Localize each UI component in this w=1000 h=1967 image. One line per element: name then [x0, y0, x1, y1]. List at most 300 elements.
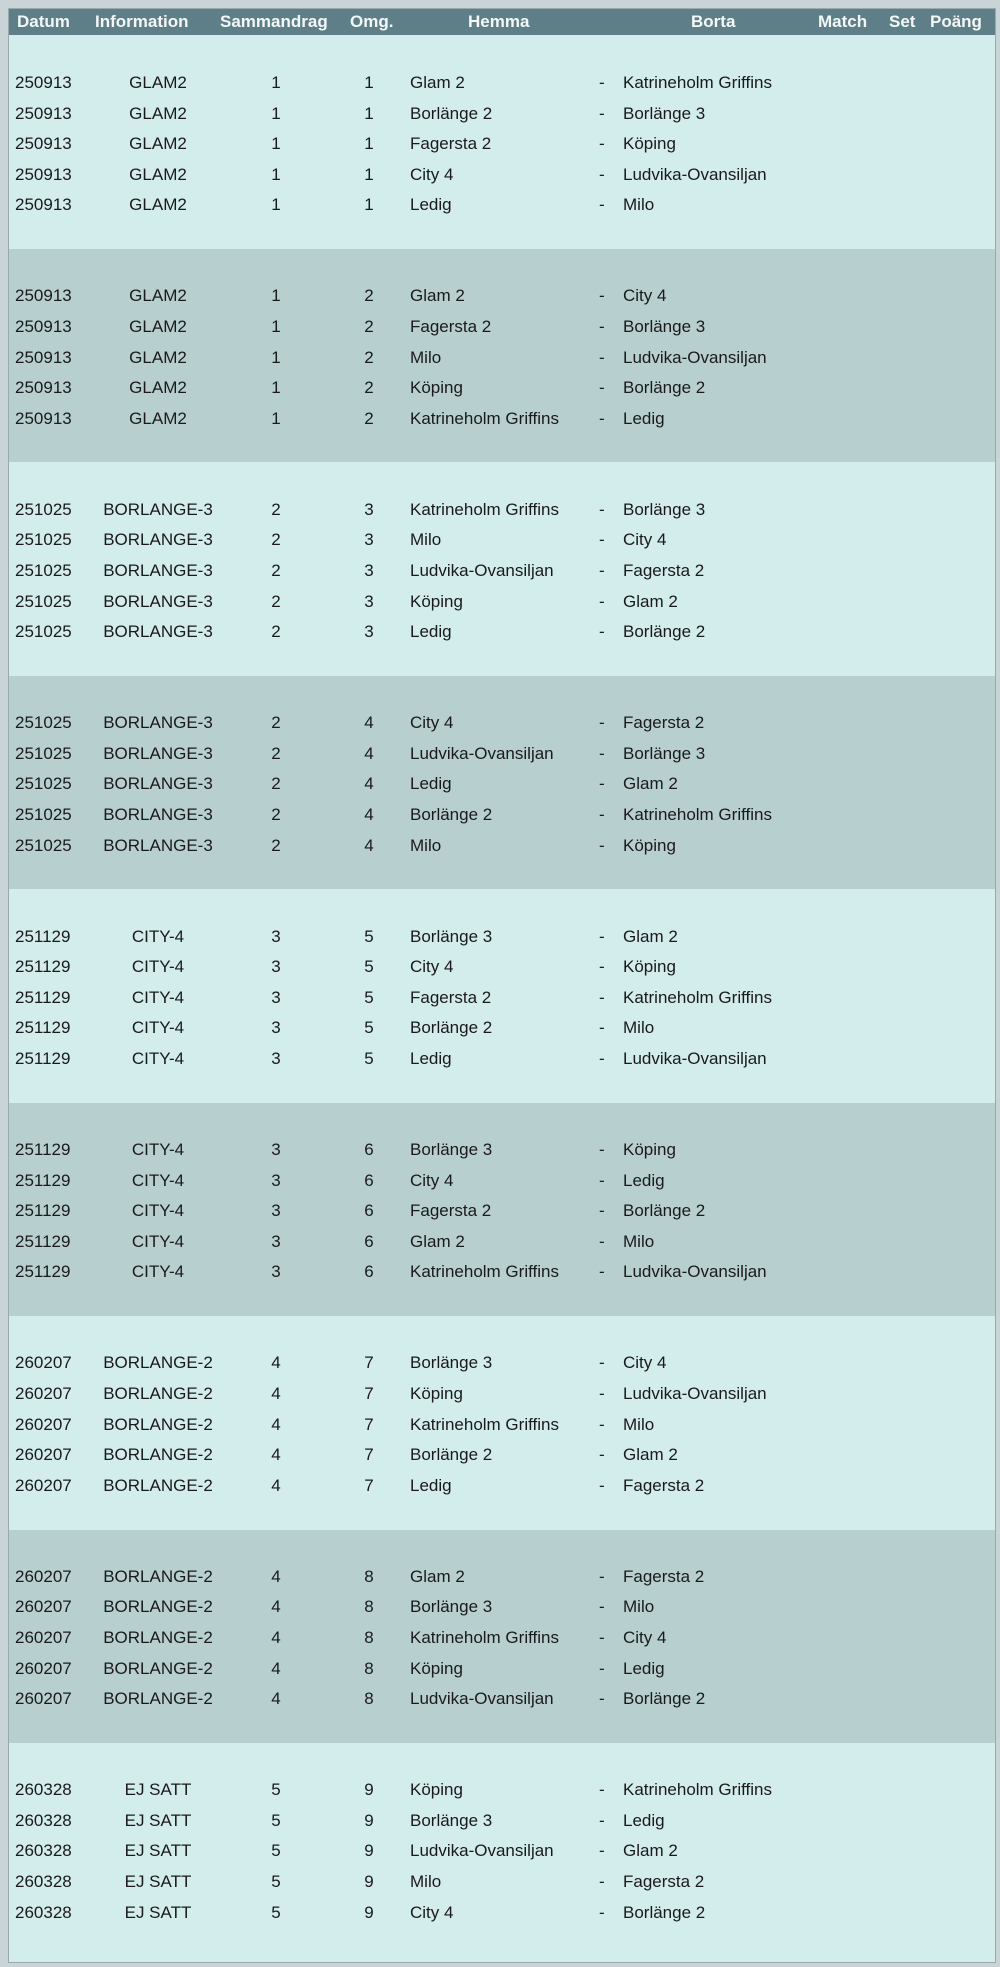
cell-datum: 260328	[15, 1810, 72, 1830]
cell-home-team: City 4	[410, 1170, 454, 1190]
table-row[interactable]	[9, 1837, 995, 1867]
cell-separator: -	[599, 1201, 605, 1221]
cell-away-team: Glam 2	[623, 591, 678, 611]
cell-separator: -	[599, 1658, 605, 1678]
cell-omg: 5	[364, 1018, 374, 1038]
cell-omg: 6	[364, 1262, 374, 1282]
cell-away-team: Köping	[623, 134, 676, 154]
cell-datum: 260328	[15, 1780, 72, 1800]
cell-away-team: Köping	[623, 957, 676, 977]
cell-sammandrag: 5	[271, 1841, 281, 1861]
cell-away-team: Fagersta 2	[623, 1871, 705, 1891]
cell-home-team: Borlänge 2	[410, 1018, 493, 1038]
cell-separator: -	[599, 1018, 605, 1038]
cell-away-team: Ludvika-Ovansiljan	[623, 164, 767, 184]
col-header-sammandrag[interactable]: Sammandrag	[220, 12, 328, 31]
table-row[interactable]	[9, 282, 995, 312]
col-header-datum[interactable]: Datum	[17, 12, 70, 31]
cell-home-team: Köping	[410, 378, 463, 398]
cell-home-team: Ludvika-Ovansiljan	[410, 560, 554, 580]
table-row[interactable]	[9, 1380, 995, 1410]
col-header-omg[interactable]: Omg.	[350, 12, 394, 31]
table-row[interactable]	[9, 1197, 995, 1227]
cell-information: BORLANGE-3	[103, 774, 213, 794]
round-group	[9, 1530, 995, 1743]
cell-omg: 5	[364, 987, 374, 1007]
cell-home-team: Milo	[410, 835, 442, 855]
table-row[interactable]	[9, 1624, 995, 1654]
cell-sammandrag: 1	[271, 195, 281, 215]
cell-separator: -	[599, 804, 605, 824]
cell-away-team: Glam 2	[623, 1445, 678, 1465]
cell-omg: 6	[364, 1140, 374, 1159]
cell-sammandrag: 1	[271, 103, 281, 123]
cell-away-team: Glam 2	[623, 1841, 678, 1861]
cell-datum: 250913	[15, 286, 72, 306]
cell-separator: -	[599, 73, 605, 92]
table-row[interactable]	[9, 557, 995, 587]
cell-datum: 250913	[15, 164, 72, 184]
cell-sammandrag: 3	[271, 1170, 281, 1190]
cell-information: GLAM2	[129, 134, 187, 154]
cell-away-team: Borlänge 2	[623, 1201, 706, 1221]
cell-sammandrag: 4	[271, 1414, 281, 1434]
cell-away-team: Katrineholm Griffins	[623, 1780, 772, 1800]
table-row[interactable]	[9, 618, 995, 648]
cell-sammandrag: 2	[271, 804, 281, 824]
cell-away-team: Ludvika-Ovansiljan	[623, 1383, 767, 1403]
cell-omg: 3	[364, 530, 374, 550]
table-row[interactable]	[9, 923, 995, 953]
table-row[interactable]	[9, 709, 995, 739]
cell-home-team: Fagersta 2	[410, 987, 492, 1007]
cell-separator: -	[599, 1048, 605, 1068]
cell-away-team: Katrineholm Griffins	[623, 987, 772, 1007]
cell-separator: -	[599, 1597, 605, 1617]
cell-home-team: Borlänge 2	[410, 103, 493, 123]
table-row[interactable]	[9, 1228, 995, 1258]
cell-sammandrag: 4	[271, 1475, 281, 1495]
cell-separator: -	[599, 378, 605, 398]
table-row[interactable]	[9, 1899, 995, 1929]
cell-datum: 251025	[15, 804, 72, 824]
cell-omg: 7	[364, 1445, 374, 1465]
cell-omg: 7	[364, 1353, 374, 1373]
cell-home-team: Katrineholm Griffins	[410, 1627, 559, 1647]
cell-information: GLAM2	[129, 316, 187, 336]
cell-home-team: City 4	[410, 164, 454, 184]
cell-omg: 7	[364, 1414, 374, 1434]
cell-datum: 251129	[15, 987, 71, 1007]
cell-away-team: Katrineholm Griffins	[623, 73, 772, 92]
cell-omg: 8	[364, 1658, 374, 1678]
cell-home-team: Glam 2	[410, 73, 465, 92]
cell-information: BORLANGE-2	[103, 1475, 213, 1495]
cell-omg: 4	[364, 743, 374, 763]
cell-sammandrag: 3	[271, 1201, 281, 1221]
col-header-poang[interactable]: Poäng	[930, 12, 982, 31]
cell-sammandrag: 3	[271, 957, 281, 977]
cell-omg: 9	[364, 1780, 374, 1800]
cell-separator: -	[599, 1140, 605, 1159]
cell-sammandrag: 5	[271, 1871, 281, 1891]
table-row[interactable]	[9, 1563, 995, 1593]
cell-home-team: Katrineholm Griffins	[410, 1262, 559, 1282]
table-row[interactable]	[9, 1136, 995, 1166]
cell-information: GLAM2	[129, 73, 187, 92]
cell-information: CITY-4	[131, 1018, 185, 1038]
cell-sammandrag: 4	[271, 1597, 281, 1617]
cell-information: BORLANGE-3	[103, 713, 213, 733]
cell-away-team: Glam 2	[623, 926, 678, 946]
cell-omg: 8	[364, 1566, 374, 1586]
cell-away-team: Borlänge 3	[623, 103, 706, 123]
cell-datum: 251129	[15, 1201, 71, 1221]
cell-home-team: City 4	[410, 957, 454, 977]
table-row[interactable]	[9, 1685, 995, 1715]
cell-separator: -	[599, 1627, 605, 1647]
table-row[interactable]	[9, 1655, 995, 1685]
cell-datum: 260207	[15, 1597, 72, 1617]
cell-away-team: Fagersta 2	[623, 1566, 705, 1586]
cell-sammandrag: 5	[271, 1902, 281, 1922]
cell-away-team: Fagersta 2	[623, 560, 705, 580]
cell-sammandrag: 2	[271, 560, 281, 580]
cell-home-team: Katrineholm Griffins	[410, 1414, 559, 1434]
table-row[interactable]	[9, 770, 995, 800]
cell-datum: 251025	[15, 591, 72, 611]
cell-information: BORLANGE-3	[103, 622, 213, 642]
cell-sammandrag: 2	[271, 835, 281, 855]
cell-separator: -	[599, 530, 605, 550]
cell-separator: -	[599, 1902, 605, 1922]
cell-datum: 260207	[15, 1414, 72, 1434]
table-row[interactable]	[9, 1441, 995, 1471]
cell-home-team: Borlänge 2	[410, 1445, 493, 1465]
cell-information: BORLANGE-3	[103, 835, 213, 855]
cell-away-team: Borlänge 2	[623, 1902, 706, 1922]
cell-sammandrag: 1	[271, 73, 281, 92]
cell-sammandrag: 2	[271, 530, 281, 550]
cell-separator: -	[599, 1841, 605, 1861]
table-header	[9, 9, 995, 35]
cell-home-team: Milo	[410, 530, 442, 550]
cell-information: CITY-4	[131, 987, 185, 1007]
cell-datum: 251025	[15, 530, 72, 550]
cell-datum: 260207	[15, 1566, 72, 1586]
cell-separator: -	[599, 1383, 605, 1403]
cell-sammandrag: 4	[271, 1689, 281, 1709]
cell-datum: 260328	[15, 1902, 72, 1922]
cell-home-team: Katrineholm Griffins	[410, 408, 559, 428]
cell-omg: 1	[364, 103, 374, 123]
table-row[interactable]	[9, 130, 995, 160]
cell-omg: 9	[364, 1902, 374, 1922]
cell-information: GLAM2	[129, 347, 187, 367]
cell-omg: 4	[364, 774, 374, 794]
cell-home-team: Köping	[410, 591, 463, 611]
cell-datum: 250913	[15, 347, 72, 367]
cell-away-team: Milo	[623, 1414, 655, 1434]
cell-separator: -	[599, 1780, 605, 1800]
cell-datum: 251129	[15, 1170, 71, 1190]
cell-separator: -	[599, 1353, 605, 1373]
cell-separator: -	[599, 103, 605, 123]
col-header-borta[interactable]: Borta	[691, 12, 736, 31]
cell-sammandrag: 1	[271, 347, 281, 367]
cell-separator: -	[599, 926, 605, 946]
cell-datum: 251129	[15, 1231, 71, 1251]
cell-sammandrag: 1	[271, 164, 281, 184]
cell-omg: 8	[364, 1597, 374, 1617]
table-row[interactable]	[9, 1472, 995, 1502]
table-row[interactable]	[9, 161, 995, 191]
cell-away-team: Milo	[623, 1231, 655, 1251]
cell-sammandrag: 3	[271, 1262, 281, 1282]
table-row[interactable]	[9, 313, 995, 343]
cell-home-team: Borlänge 2	[410, 804, 493, 824]
table-row[interactable]	[9, 1258, 995, 1288]
cell-information: BORLANGE-2	[103, 1383, 213, 1403]
table-row[interactable]	[9, 1349, 995, 1379]
cell-away-team: Ludvika-Ovansiljan	[623, 1048, 767, 1068]
table-row[interactable]	[9, 69, 995, 99]
cell-separator: -	[599, 1414, 605, 1434]
table-row[interactable]	[9, 1776, 995, 1806]
cell-away-team: Borlänge 2	[623, 1689, 706, 1709]
cell-omg: 4	[364, 804, 374, 824]
cell-sammandrag: 1	[271, 408, 281, 428]
table-row[interactable]	[9, 1411, 995, 1441]
table-row[interactable]	[9, 1868, 995, 1898]
table-row[interactable]	[9, 1807, 995, 1837]
cell-separator: -	[599, 1170, 605, 1190]
cell-datum: 251129	[15, 957, 71, 977]
cell-omg: 8	[364, 1689, 374, 1709]
cell-sammandrag: 3	[271, 1048, 281, 1068]
cell-away-team: Fagersta 2	[623, 1475, 705, 1495]
cell-away-team: Glam 2	[623, 774, 678, 794]
cell-omg: 2	[364, 378, 374, 398]
table-row[interactable]	[9, 191, 995, 221]
col-header-match[interactable]: Match	[818, 12, 868, 31]
cell-information: BORLANGE-2	[103, 1689, 213, 1709]
cell-separator: -	[599, 316, 605, 336]
cell-datum: 251025	[15, 499, 72, 519]
cell-omg: 7	[364, 1383, 374, 1403]
cell-information: GLAM2	[129, 103, 187, 123]
cell-away-team: Fagersta 2	[623, 713, 705, 733]
cell-omg: 6	[364, 1170, 374, 1190]
cell-home-team: Ledig	[410, 195, 452, 215]
cell-home-team: City 4	[410, 713, 454, 733]
cell-information: EJ SATT	[124, 1871, 192, 1891]
cell-datum: 251025	[15, 743, 72, 763]
table-row[interactable]	[9, 1045, 995, 1075]
cell-sammandrag: 2	[271, 591, 281, 611]
cell-information: GLAM2	[129, 164, 187, 184]
cell-sammandrag: 1	[271, 378, 281, 398]
cell-information: BORLANGE-2	[103, 1414, 213, 1434]
cell-home-team: Köping	[410, 1383, 463, 1403]
cell-information: BORLANGE-2	[103, 1445, 213, 1465]
table-row[interactable]	[9, 526, 995, 556]
cell-home-team: Borlänge 3	[410, 1140, 493, 1159]
cell-home-team: Borlänge 3	[410, 1353, 493, 1373]
cell-sammandrag: 5	[271, 1810, 281, 1830]
cell-sammandrag: 4	[271, 1627, 281, 1647]
cell-information: GLAM2	[129, 195, 187, 215]
cell-information: BORLANGE-3	[103, 499, 213, 519]
cell-omg: 4	[364, 713, 374, 733]
cell-information: EJ SATT	[124, 1841, 192, 1861]
cell-information: BORLANGE-2	[103, 1658, 213, 1678]
cell-sammandrag: 3	[271, 1140, 281, 1159]
table-row[interactable]	[9, 1014, 995, 1044]
table-row[interactable]	[9, 740, 995, 770]
cell-home-team: Glam 2	[410, 1231, 465, 1251]
cell-separator: -	[599, 164, 605, 184]
cell-separator: -	[599, 1566, 605, 1586]
cell-omg: 5	[364, 957, 374, 977]
cell-sammandrag: 1	[271, 286, 281, 306]
cell-away-team: City 4	[623, 1627, 667, 1647]
cell-away-team: City 4	[623, 530, 667, 550]
cell-information: BORLANGE-2	[103, 1566, 213, 1586]
cell-information: BORLANGE-3	[103, 591, 213, 611]
table-row[interactable]	[9, 588, 995, 618]
cell-information: GLAM2	[129, 408, 187, 428]
cell-information: BORLANGE-2	[103, 1353, 213, 1373]
cell-away-team: Milo	[623, 195, 655, 215]
cell-omg: 5	[364, 926, 374, 946]
cell-home-team: Borlänge 3	[410, 1810, 493, 1830]
cell-separator: -	[599, 1689, 605, 1709]
col-header-information[interactable]: Information	[95, 12, 189, 31]
cell-datum: 251129	[15, 1018, 71, 1038]
cell-information: BORLANGE-3	[103, 743, 213, 763]
col-header-set[interactable]: Set	[889, 12, 916, 31]
cell-omg: 3	[364, 499, 374, 519]
cell-sammandrag: 4	[271, 1566, 281, 1586]
cell-datum: 251025	[15, 713, 72, 733]
cell-away-team: Borlänge 2	[623, 622, 706, 642]
round-group	[9, 463, 995, 676]
cell-omg: 1	[364, 195, 374, 215]
cell-datum: 260207	[15, 1627, 72, 1647]
cell-information: CITY-4	[131, 1231, 185, 1251]
table-row[interactable]	[9, 100, 995, 130]
cell-datum: 251129	[15, 1262, 71, 1282]
cell-away-team: Borlänge 2	[623, 378, 706, 398]
table-row[interactable]	[9, 984, 995, 1014]
cell-away-team: Ledig	[623, 1658, 665, 1678]
cell-away-team: Ledig	[623, 408, 665, 428]
table-row[interactable]	[9, 832, 995, 862]
cell-omg: 6	[364, 1201, 374, 1221]
round-group	[9, 890, 995, 1103]
cell-home-team: Milo	[410, 1871, 442, 1891]
cell-away-team: Borlänge 3	[623, 316, 706, 336]
cell-sammandrag: 2	[271, 713, 281, 733]
round-group	[9, 249, 995, 462]
cell-omg: 3	[364, 591, 374, 611]
cell-omg: 6	[364, 1231, 374, 1251]
round-group	[9, 1103, 995, 1316]
cell-away-team: Köping	[623, 835, 676, 855]
round-group	[9, 36, 995, 249]
cell-datum: 250913	[15, 73, 72, 92]
cell-information: GLAM2	[129, 378, 187, 398]
cell-away-team: Ledig	[623, 1170, 665, 1190]
cell-omg: 1	[364, 73, 374, 92]
cell-sammandrag: 4	[271, 1445, 281, 1465]
cell-home-team: Ludvika-Ovansiljan	[410, 1841, 554, 1861]
cell-separator: -	[599, 1231, 605, 1251]
cell-home-team: Borlänge 3	[410, 926, 493, 946]
cell-home-team: Glam 2	[410, 1566, 465, 1586]
col-header-hemma[interactable]: Hemma	[468, 12, 530, 31]
round-group	[9, 1316, 995, 1529]
cell-information: CITY-4	[131, 1170, 185, 1190]
cell-separator: -	[599, 1871, 605, 1891]
cell-information: CITY-4	[131, 1262, 185, 1282]
cell-information: CITY-4	[131, 1140, 185, 1159]
table-row[interactable]	[9, 496, 995, 526]
cell-omg: 4	[364, 835, 374, 855]
cell-separator: -	[599, 957, 605, 977]
table-row[interactable]	[9, 801, 995, 831]
cell-omg: 3	[364, 622, 374, 642]
cell-sammandrag: 2	[271, 743, 281, 763]
cell-separator: -	[599, 591, 605, 611]
cell-sammandrag: 4	[271, 1658, 281, 1678]
cell-datum: 250913	[15, 316, 72, 336]
cell-separator: -	[599, 560, 605, 580]
cell-information: BORLANGE-2	[103, 1597, 213, 1617]
cell-sammandrag: 3	[271, 1018, 281, 1038]
cell-away-team: Milo	[623, 1597, 655, 1617]
table-row[interactable]	[9, 1167, 995, 1197]
cell-away-team: City 4	[623, 1353, 667, 1373]
table-row[interactable]	[9, 344, 995, 374]
cell-datum: 250913	[15, 195, 72, 215]
cell-datum: 251129	[15, 926, 71, 946]
cell-sammandrag: 5	[271, 1780, 281, 1800]
cell-sammandrag: 2	[271, 774, 281, 794]
cell-away-team: Borlänge 3	[623, 499, 706, 519]
cell-datum: 260328	[15, 1871, 72, 1891]
cell-omg: 2	[364, 408, 374, 428]
table-row[interactable]	[9, 1593, 995, 1623]
cell-sammandrag: 1	[271, 316, 281, 336]
cell-omg: 9	[364, 1841, 374, 1861]
table-row[interactable]	[9, 405, 995, 435]
table-row[interactable]	[9, 374, 995, 404]
cell-omg: 3	[364, 560, 374, 580]
table-row[interactable]	[9, 953, 995, 983]
cell-omg: 1	[364, 134, 374, 154]
cell-away-team: Milo	[623, 1018, 655, 1038]
cell-information: GLAM2	[129, 286, 187, 306]
cell-away-team: Ledig	[623, 1810, 665, 1830]
cell-sammandrag: 4	[271, 1383, 281, 1403]
cell-sammandrag: 3	[271, 926, 281, 946]
cell-omg: 1	[364, 164, 374, 184]
cell-home-team: Ludvika-Ovansiljan	[410, 1689, 554, 1709]
cell-information: EJ SATT	[124, 1810, 192, 1830]
cell-information: BORLANGE-3	[103, 804, 213, 824]
